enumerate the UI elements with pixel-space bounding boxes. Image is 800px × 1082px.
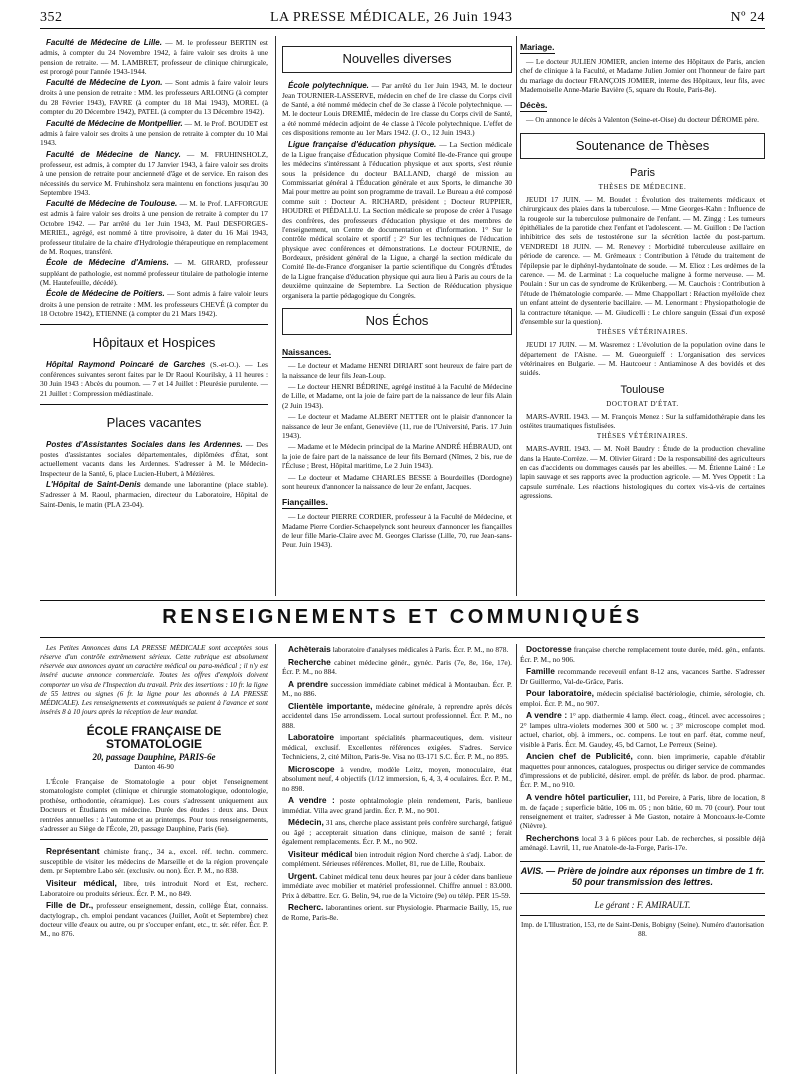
classified-ad: Achèterais laboratoire d'analyses médicales à Paris. Écr. P. M., no 878.: [288, 644, 509, 654]
classified-ad: Recherche cabinet médecine génér., gynéc. Paris (7e, 8e, 16e, 17e). Écr. P. M., no 884.: [282, 656, 512, 677]
imprimeur-line: Imp. de L'Illustration, 153, rte de Saint-Denis, Bobigny (Seine). Numéro d'autorisation 88.: [520, 921, 764, 938]
classified-ad: Représentant chimiste franç., 34 a., excel. réf. techn. commerc. susceptible de visiter les médecins de Marseille et de la région provençale dem. pr Septembre Labo sér. (exclusiv. ou non). Écr. P. M., no 838.: [40, 846, 268, 876]
theses-vet-text: JEUDI 17 JUIN. — M. Wasremez : L'évolution de la population ovine dans le département de l'Aisne. — M. Gueorguieff : L'organisation des services vétérinaires en Bulgarie. — M. Hautcoeur : Antiaminose A des bovidés et des suidés.: [520, 340, 765, 378]
theses-vet-label: THÈSES VÉTÉRINAIRES.: [596, 328, 689, 337]
page-number: 352: [40, 10, 63, 25]
classifieds-column-1: [40, 644, 268, 1074]
faculty-item: Faculté de Médecine de Nancy. — M. FRUHINSHOLZ, professeur, est admis, à compter du 17 Janvier 1943, à faire valoir ses droits à une pension de retraite pour ancienneté d'âge et de service. En raison des nécessités du service M. Fruhinsholz sera maintenu en fonctions jusqu'au 30 Septembre 1943.: [40, 149, 268, 197]
deces-item: — On annonce le décès à Valenton (Seine-et-Oise) du docteur DÉROME père.: [526, 115, 759, 125]
page-header: [40, 6, 765, 29]
school-title: ÉCOLE FRANÇAISE DE STOMATOLOGIE: [86, 724, 222, 752]
classified-ad: Visiteur médical bien introduit région Nord cherche à s'adj. Labor. de complément. Sérieuses références. Mollet, 81, rue de Lille, Roubaix.: [282, 848, 512, 869]
faculty-item: Faculté de Médecine de Lyon. — Sont admis à faire valoir leurs droits à une pension de retraite : MM. les professeurs ARLOING (à compter du 28 Février 1943), FAVRE (à compter du 18 Mai 1943), MOREL (à compter du 20 Décembre 1942), PATEL (à compter du 13 Décembre 1942).: [40, 78, 268, 117]
column-faculties: [40, 38, 268, 616]
city-paris: Paris: [629, 167, 656, 180]
gerant-line: Le gérant : F. AMIRAULT.: [520, 900, 765, 916]
classified-ad: Laboratoire important spécialités pharmaceutiques, dem. visiteur médical, exclusif. Excellentes références exigées. S'adres. Service Techniciens, 2, cité Milton, Paris-9e. Visa no 03-171 S.C. Écr. P. M., no 895.: [282, 732, 512, 762]
stdenis-item: L'Hôpital de Saint-Denis demande une laborantine (place stable). S'adresser à M. Raoul, pharmacien, directeur du Laboratoire, Hôpital de Saint-Denis, le matin (PLA 23-04).: [40, 479, 268, 509]
section-title-places: Places vacantes: [106, 415, 202, 431]
city-toulouse: Toulouse: [620, 383, 665, 396]
classifieds-column-3: [520, 644, 765, 1074]
column-divider: [516, 36, 517, 596]
classified-ad: Médecin, 31 ans, cherche place assistant près confrère surchargé, fatigué ou âgé ; accepterait situation dans clinique, maison de santé ; ferait également remplacements. Écr. P. M., no 902.: [282, 817, 512, 847]
classified-ad: A vendre : poste ophtalmologie plein rendement, Paris, banlieue immédiat. Villa avec grand jardin. Écr. P. M., no 901.: [282, 795, 512, 815]
classified-ad: Famille recommande receveuil enfant 8-12 ans, vacances Sarthe. S'adresser Dr Guillermo, Val-de-Grâce, Paris.: [520, 666, 765, 686]
classified-ad: A vendre hôtel particulier, 111, bd Pereire, à Paris, libre de location, 8 m. de façade ; superficie bâtie, 106 m. 05 ; non bâtie, 60 m. 70 (cour). Pour tout renseignement et traiter, s'adresser à Me Gaston, notaire à Moncoaux-le-Comte (Nièvre).: [520, 791, 765, 831]
faculty-item: École de Médecine de Poitiers. — Sont admis à faire valoir leurs droits à une pension de retraite : MM. les professeurs CHEVÉ (à compter du 18 Octobre 1942), ETIENNE (à compter du 21 Mars 1942).: [40, 289, 268, 318]
classified-ad: Doctoresse française cherche remplacement toute durée, méd. gén., enfants. Écr. P. M., no 906.: [520, 644, 765, 664]
faculty-item: Faculté de Médecine de Toulouse. — M. le Prof. LAFFORGUE est admis à faire valoir ses droits à une pension de retraite à compter du 17 Octobre 1942. — Par arrêté du 1er Juin 1943, M. Paul DESFORGES-MERIEL, agrégé, est nommé à titre provisoire, à dater du 16 Mai 1943, professeur titulaire de la chaire d'Hydrologie thérapeutique en remplacement de M. Roques, transféré.: [40, 199, 268, 257]
faculty-item: École de Médecine d'Amiens. — M. GIRARD, professeur suppléant de pathologie, est nommé professeur titulaire de pathologie interne (M. Hautefeuille, décédé).: [40, 258, 268, 287]
classified-ad: Visiteur médical, libre, très introduit Nord et Est, recherc. Laboratoire ou produits sérieux. Écr. P. M., no 849.: [40, 877, 268, 898]
toulouse-vet-text: MARS-AVRIL 1943. — M. Noël Baudry : Étude de la production chevaline dans la Haute-Corrèze. — M. Olivier Girard : De la responsabilité des agriculteurs en cas d'accidents ou dommages causés par les abeilles. — M. Étienne Lainé : Le lapin sauvage et ses rapports avec la production agricole. — M. Yves Oppetit : La capsule surrénale. Les réactions histologiques du cortex vis-à-vis de certaines agressions.: [520, 444, 765, 501]
subhead-deces: Décès.: [520, 100, 548, 111]
hopital-item: Hôpital Raymond Poincaré de Garches (S.-et-O.). — Les conférences suivantes seront faites par le Dr Raoul Kourilsky, à 11 heures : 30 Juin 1943 : Abcès du poumon. — 7 et 14 Juillet : Pleurésie purulente. — 21 Juillet : Compression médiastinale.: [40, 359, 268, 398]
classified-ad: Recherc. laborantines orient. sur Physiologie. Pharmacie Bailly, 15, rue de Rome, Paris-8e.: [282, 902, 512, 922]
toulouse-text: MARS-AVRIL 1943. — M. François Menez : Sur la sulfamidothérapie dans les ostéites traumatiques fistulisées.: [520, 411, 765, 430]
column-divider: [275, 36, 276, 596]
naissance-item: — Le docteur HENRI BÉDRINE, agrégé institué à la Faculté de Médecine de Lille, et Madame, ont la joie de faire part de la naissance de leur fils Alain (2 Juin 1943).: [282, 382, 512, 410]
section-divider: [40, 404, 268, 405]
classified-ad: Microscope à vendre, modèle Leitz, moyen, monoculaire, état absolument neuf, 4 objectifs (1/12 immersion, 6, 4, 3, 4 oculaires. Écr. P. M., no 898.: [282, 763, 512, 793]
classifieds-intro: Les Petites Annonces dans LA PRESSE MÉDICALE sont acceptées sous réserve d'un contrôle extrêmement sérieux. Cette rubrique est absolument réservée aux annonces ayant un caractère médical ou para-médical ; il n'y est inséré aucune annonce commerciale. Toutes les offres d'emplois doivent comporter un visa de l'Inspection du travail. Prix des insertions : 10 fr. la ligne de 55 lettres ou signes (6 fr. la ligne pour les abonnés à LA PRESSE MÉDICALE). Les renseignements et communiqués se paient à l'avance et sont insérés 8 à 10 jours après la réception de leur mandat.: [40, 644, 268, 716]
doctorat-label: DOCTORAT D'ÉTAT.: [606, 399, 679, 408]
column-theses: [520, 38, 765, 616]
news-item: École polytechnique. — Par arrêté du 1er Juin 1943, M. le docteur Jean TOURNIER-LASSERVE, médecin en chef de 1re classe du Corps civil de Santé, a été nommé médecin chef de 3e classe à l'école polytechnique. — M. le docteur Louis DREMIÉ, médecin de 1re classe du Corps civil de Santé, a été nommé médecin adjoint de 4e classe à l'école polytechnique. L'effet de ces dispositions remonte au 1er Mars 1942. (J. O., 12 Juin 1943.): [282, 80, 512, 138]
classified-ad: Clientèle importante, médecine générale, à reprendre après décès accidentel dans 15e arrondissem. Local surtout professionnel. Écr. P. M., no 888.: [282, 700, 512, 730]
section-title-theses: Soutenance de Thèses: [520, 133, 765, 160]
classified-ad: Urgent. Cabinet médical tenu deux heures par jour à céder dans banlieue immédiate avec mobilier et matériel professionnel. Chiffre annuel : 83.000. Prix à débattre. Ecr. G. Belin, 94, rue de la Victoire (9e) ou télép. PER 15-59.: [282, 870, 512, 900]
classified-ad: Recherchons local 3 à 6 pièces pour Lab. de recherches, si possible déjà aménagé. Lavril, 11, rue Anatole-de-la-Forge, Paris-17e.: [520, 832, 765, 853]
theses-medecine-label: THÈSES DE MÉDECINE.: [598, 182, 687, 191]
subhead-fiancailles: Fiançailles.: [282, 497, 328, 508]
school-text: L'École Française de Stomatologie a pour objet l'enseignement stomatologiste complet (clinique et chirurgie stomatologique, odontologie, prothèse, orthodontie, céramique). Les cours s'adressent uniquement aux Docteurs et Étudiants en médecine. Durée des études : deux ans. Deux rentrées annuelles : à l'automne et au printemps. Pour tous renseignements, s'adresser au Siège de l'École, 20, passage Dauphine, Paris (6e).: [40, 777, 268, 834]
column-divider: [516, 644, 517, 1074]
classifieds-column-2: [282, 644, 512, 1074]
renseignements-banner: [40, 600, 765, 638]
theses-vet2-label: THÈSES VÉTÉRINAIRES.: [596, 432, 689, 441]
naissance-item: — Le docteur et Madame ALBERT NETTER ont le plaisir d'annoncer la naissance de leur 3e enfant, Geneviève (11, rue de l'Université, Paris. 17 Juin 1943).: [282, 412, 512, 441]
renseignements-title: RENSEIGNEMENTS ET COMMUNIQUÉS: [162, 606, 643, 628]
column-nouvelles: [282, 38, 512, 616]
naissance-item: — Le docteur et Madame CHARLES BESSE à Bourdeilles (Dordogne) sont heureux d'annoncer la naissance de leur 2e enfant, Jacques.: [282, 472, 512, 491]
faculty-item: Faculté de Médecine de Montpellier. — M. le Prof. BOUDET est admis à faire valoir ses droits à une pension de retraite à compter du 10 Mai 1943.: [40, 118, 268, 148]
classified-ad: Pour laboratoire, médecin spécialisé bactériologie, chimie, sérologie, ch. emploi. Écr. P. M., no 907.: [520, 688, 765, 708]
section-title-echos: Nos Échos: [282, 308, 512, 335]
classified-ad: A vendre : 1° app. diathermie 4 lamp. élect. coag., étincel. avec accessoires ; 2° lampes ultra-violets modernes 300 et 500 w. ; 3° microscope complet mod. actuel, chariot, obj. à immers., oc. compens. Le tout en parf. état, comme neuf, visible à Paris. Écr. M. Gaudey, 45, bd Carnot, Le Perreux (Seine).: [520, 710, 765, 749]
mariage-item: — Le docteur JULIEN JOMIER, ancien interne des Hôpitaux de Paris, ancien chef de clinique à la Faculté, et Madame Julien Jomier ont l'honneur de faire part du mariage du docteur FRANÇOIS JOMIER, interne des Hôpitaux, leur fils, avec Mademoiselle Anne-Marie Bavière (5, square du Roule, Paris-8e).: [520, 56, 765, 94]
news-item: Ligue française d'éducation physique. — La Section médicale de la Ligue française d'Éducation physique Comité Ile-de-France qui groupe les médecins s'intéressant à l'éducation physique et aux sports, s'est réunie sous la présidence du docteur BALLAND, chargé de mission au Commissariat général à l'Éducation générale et aux Sports, le dimanche 30 Mai pour mettre au point son programme de travail. Le Bureau a été composé comme suit : Docteur A. RICHARD, président ; Docteur RUPPIER, HOUDRE et PIÉDALLU. La Section médicale se propose de créer à l'usage des confrères, des professeurs d'éducation physique et des membres de l'enseignement, un Centre de documentation et d'information. 1° Sur le contrôle médical scolaire et sportif ; 2° Sur les techniques de l'éducation physique avec conférences et démonstrations. Le docteur FOURNIE, de Bordeaux, président général de la Ligue, a chargé la section médicale du Comité Ile-de-France d'organiser la partie scientifique du Congrès d'Études de la Ligue française d'éducation physique qui aura lieu à Paris au cours de la deuxième quinzaine de Septembre. La Section de Rééducation physique organisera la partie pédagogique du Congrès.: [282, 139, 512, 300]
subhead-naissances: Naissances.: [282, 346, 332, 357]
fiancailles-item: — Le docteur PIERRE CORDIER, professeur à la Faculté de Médecine, et Madame Pierre Cordier-Schaepelynck sont heureux d'annoncer les fiançailles de leur fille Marie-Claire avec M. Georges Clarisse (Lille, 70, rue Jean-sans-Peur. Juin 1943).: [282, 512, 512, 550]
school-phone: Danton 46-90: [134, 762, 174, 771]
classified-ad: Fille de Dr., professeur enseignement, dessin, collège État, connaiss. dactylograp., ch. emploi pendant vacances (Juillet, Août et Septembre) chez docteur ville d'eaux ou autre, ou pr s'occuper enfant, etc., tr. sér. réfer. Écr. P. M., no 876.: [40, 899, 268, 939]
naissance-item: — Madame et le Médecin principal de la Marine ANDRÉ HÉBRAUD, ont la joie de faire part de la naissance de leur fils Bernard (Nîmes, 2 bis, rue de l'Écluse ; Brest, Hôpital maritime, Le 2 Juin 1943).: [282, 442, 512, 471]
faculty-item: Faculté de Médecine de Lille. — M. le professeur BERTIN est admis, à compter du 24 Novembre 1942, à faire valoir ses droits à une pension de retraite. — M. LAMBRET, professeur de clinique chirurgicale, est prorogé pour l'année 1943-1944.: [40, 38, 268, 76]
avis-notice: AVIS. — Prière de joindre aux réponses un timbre de 1 fr. 50 pour transmission des lettres.: [520, 861, 765, 894]
section-title-hopitaux: Hôpitaux et Hospices: [92, 335, 216, 351]
section-title-nouvelles: Nouvelles diverses: [282, 46, 512, 73]
section-divider: [40, 324, 268, 325]
classified-ad: A prendre succession immédiate cabinet médical à Montauban. Écr. P. M., no 886.: [282, 678, 512, 699]
naissance-item: — Le docteur et Madame HENRI DIRIART sont heureux de faire part de la naissance de leur fils Jean-Loup.: [282, 361, 512, 380]
journal-title: LA PRESSE MÉDICALE, 26 Juin 1943: [270, 10, 513, 25]
theses-paris-text: JEUDI 17 JUIN. — M. Boudet : Évolution des traitements médicaux et chirurgicaux des plaies dans la tuberculose. — Mme Georges-Kahn : Influence de la rougeole sur la tuberculose pulmonaire de l'enfant. — M. Zingg : Les tumeurs épithéliales de la parotide chez l'enfant et l'adolescent. — M. Guillon : De l'action inhibitrice des sels de testostérone sur la sécrétion lactée du post-partum. VENDREDI 18 JUIN. — M. Renevey : Morbidité tuberculeuse axillaire en période de carence. — M. Grémeaux : Contribution à l'étude du traitement de l'épilepsie par le diphényl-hydantoïnate de soude. — M. Elioz : Les œdèmes de la carence. — M. de Larminat : La coqueluche maligne à forme nerveuse. — M. Poulain : Sur un cas de syndrome de Krükenberg. — M. Cauchois : Contribution à l'étude de l'hématologie comparée. — Mme Chappollart : Réaction myéloïde chez un enfant atteint de dysenterie bacillaire. — M. Lenormant : Physiopathologie de la contracture tétanique. — M. Giudicelli : Le chlore sanguin (Essai d'un exposé d'ensemble sur la question).: [520, 194, 765, 326]
issue-number: Nº 24: [730, 10, 765, 25]
classified-ad: Ancien chef de Publicité, conn. bien imprimerie, capable d'établir maquettes pour annonces, catalogues, prospectus ou diriger service de commandes d'impressions et de publicité, désirer. empl. de préfér. ds labor. de prod. pharmac. Écr. P. M., no 910.: [520, 751, 765, 790]
school-address: 20, passage Dauphine, PARIS-6e: [92, 751, 216, 762]
postes-item: Postes d'Assistantes Sociales dans les Ardennes. — Des postes d'assistantes sociales départementales, diplômées d'État, sont actuellement vacants dans les Ardennes. S'adresser à M. le Médecin-Inspecteur de la Santé, 6, place Lucien-Hubert, à Mézières.: [40, 439, 268, 478]
section-divider: [40, 839, 268, 840]
column-divider: [275, 644, 276, 1074]
subhead-mariage: Mariage.: [520, 42, 555, 52]
